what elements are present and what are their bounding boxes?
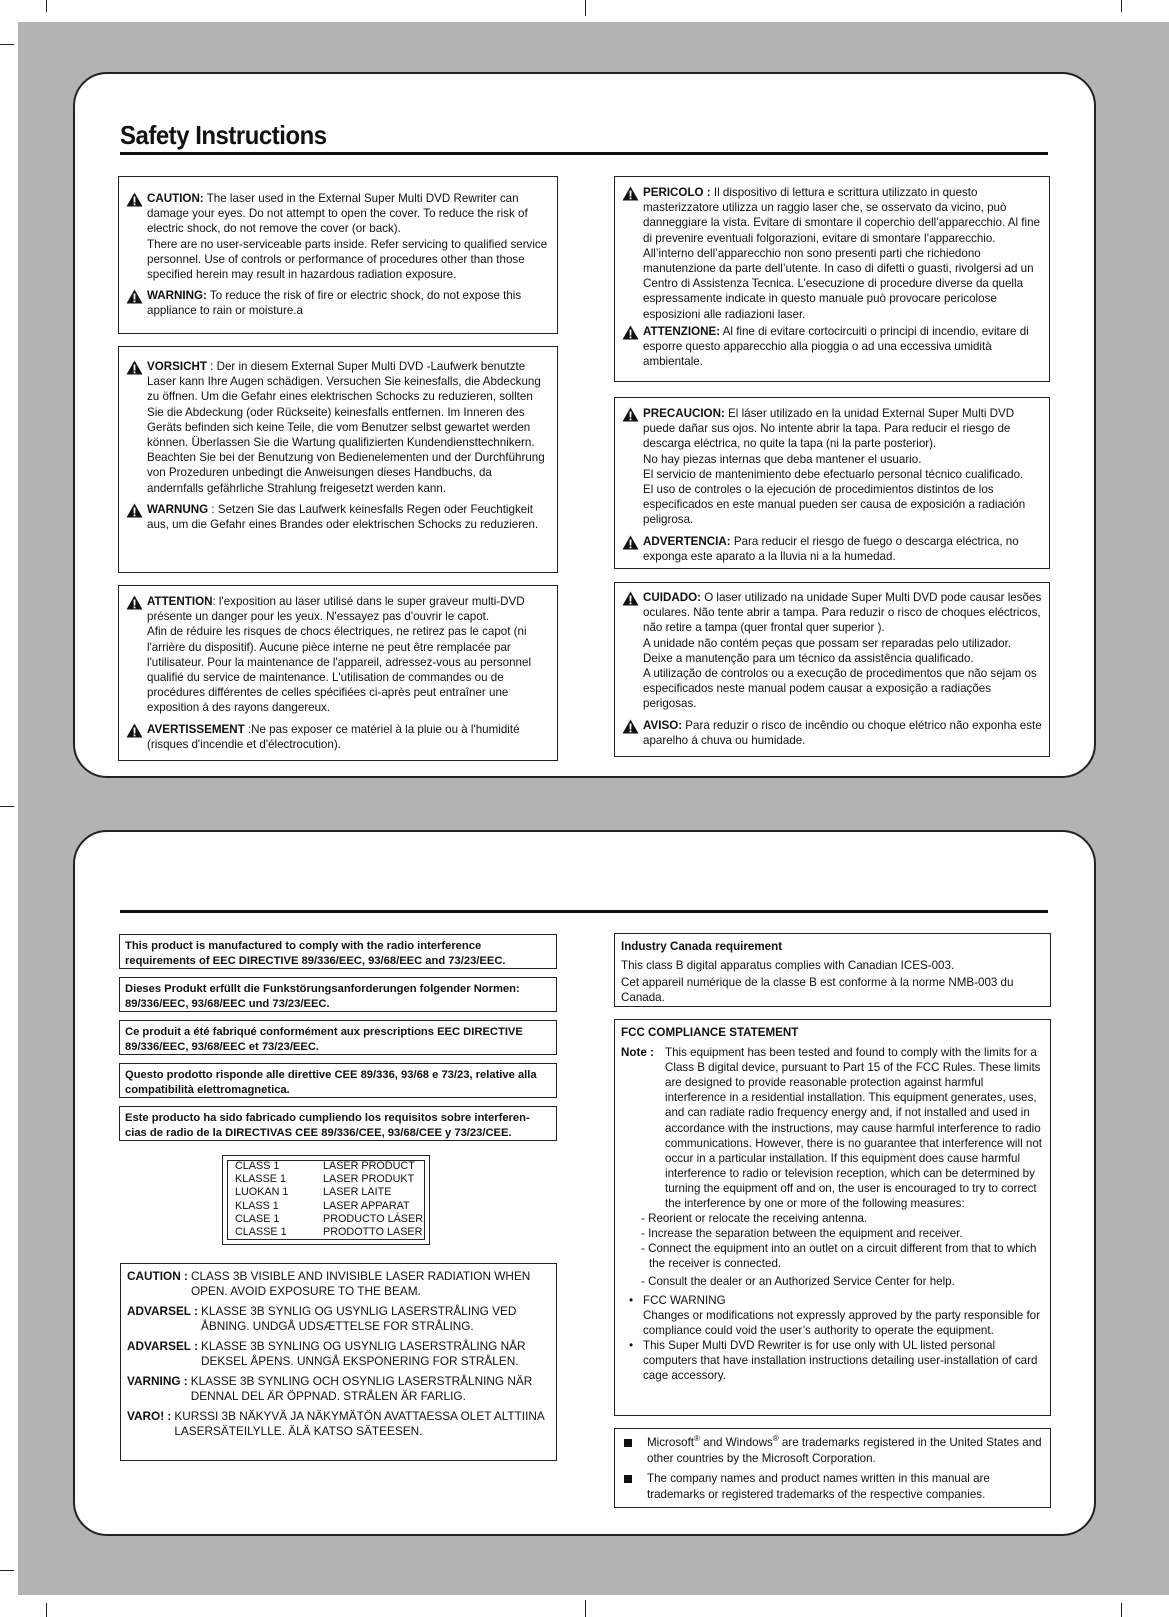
- compliance-rule: [120, 910, 1048, 913]
- fcc-measure-item: - Increase the separation between the equipment and receiver.: [641, 1227, 963, 1241]
- industry-canada-box: [614, 933, 1051, 1007]
- caution-italian: PERICOLO : Il dispositivo di lettura e scrittura utilizzato in questo masterizzatore utilizza un raggio laser che, se osservato da vicino, può danneggiare la vista. Evitare di smontare il coperchio dell’apparecchio. Al fine di prevenire eventuali folgorazioni, evitare di smontare l’apparecchio. All’interno dell’apparecchio non sono presenti parti che richiedono manutenzione da parte dell’utente. In caso di difetti o guasti, rivolgersi ad un Centro di Assistenza Tecnica. L’esecuzione di procedure diverse da quella espressamente indicate in questo manuale può provocare pericolose esposizioni alle radiazioni laser.: [615, 185, 1043, 322]
- warning-triangle-icon: [126, 595, 143, 610]
- class3b-row: ADVARSEL : KLASSE 3B SYNLING OG USYNLIG LASERSTRÅLING NÅR DEKSEL ÅPENS. UNNGÅ EKSPONERING FOR STRÅLEN.: [127, 1339, 526, 1368]
- warning-portuguese: AVISO: Para reduzir o risco de incêndio ou choque elétrico não exponha este aparelho á chuva ou humidade.: [615, 718, 1043, 748]
- warning-french: AVERTISSEMENT :Ne pas exposer ce matériel à la pluie ou à l'humidité (risques d'incendie et d'électrocution).: [119, 722, 551, 752]
- caution-english: CAUTION: The laser used in the External Super Multi DVD Rewriter can damage your eyes. Do not attempt to open the cover. To reduce the risk of electric shock, do not remove the cover (or back). There are no user-serviceable parts inside. Refer servicing to qualified service personnel. Use of controls or performance of procedures other than those specified herein may result in hazardous radiation exposure.: [119, 191, 551, 282]
- fcc-heading: FCC COMPLIANCE STATEMENT: [621, 1026, 799, 1039]
- compliance-eec-italian: Questo prodotto risponde alle direttive CEE 89/336, 93/68 e 73/23, relative alla compatibilità elettromagnetica.: [119, 1063, 557, 1098]
- laser-row: CLASE 1 PRODUCTO LÁSER: [235, 1212, 423, 1225]
- compliance-eec-french: Ce produit a été fabriqué conformément aux prescriptions EEC DIRECTIVE 89/336/EEC, 93/68/EEC et 73/23/EEC.: [119, 1020, 557, 1055]
- safety-box-spanish: [614, 397, 1050, 569]
- warning-triangle-icon: [126, 360, 143, 375]
- trademark-item: The company names and product names written in this manual are trademarks or registered trademarks of the respective companies.: [621, 1471, 1044, 1503]
- warning-triangle-icon: [622, 719, 639, 734]
- trademark-item: Microsoft® and Windows® are trademarks registered in the United States and other countries by the Microsoft Corporation.: [621, 1435, 1044, 1467]
- safety-box-portuguese: [614, 582, 1050, 757]
- title-rule: [120, 152, 1048, 155]
- warning-triangle-icon: [622, 325, 639, 340]
- fcc-measures: [621, 1211, 1044, 1288]
- compliance-eec-spanish: Este producto ha sido fabricado cumpliendo los requisitos sobre interferen-cias de radio de la DIRECTIVAS CEE 89/336/CEE, 93/68/CEE y 73/23/CEE.: [119, 1106, 557, 1141]
- warning-triangle-icon: [622, 186, 639, 201]
- warning-triangle-icon: [622, 407, 639, 422]
- warning-triangle-icon: [126, 723, 143, 738]
- safety-box-french: [118, 585, 558, 761]
- laser-row: KLASS 1 LASER APPARAT: [235, 1199, 410, 1212]
- caution-german: VORSICHT : Der in diesem External Super Multi DVD -Laufwerk benutzte Laser kann Ihre Augen schädigen. Versuchen Sie keinesfalls, die Abdeckung zu öffnen. Um die Gefahr eines elektrischen Schocks zu reduzieren, sollten Sie die Abdeckung (oder Rückseite) keinesfalls entfernen. Im Inneren des Geräts befinden sich keine Teile, die vom Benutzer selbst gewartet werden können. Überlassen Sie die Wartung qualifizierten Kundendiensttechnikern. Beachten Sie bei der Benutzung von Bedienelementen und der Durchführung von Prozeduren unbedingt die Anweisungen dieses Handbuchs, da andernfalls gefährliche Strahlung freigesetzt werden kann.: [119, 359, 551, 496]
- class3b-row: CAUTION : CLASS 3B VISIBLE AND INVISIBLE LASER RADIATION WHEN OPEN. AVOID EXPOSURE TO THE BEAM.: [127, 1269, 531, 1298]
- caution-spanish: PRECAUCION: El láser utilizado en la unidad External Super Multi DVD puede dañar sus ojos. No intente abrir la tapa. Para reducir el riesgo de descarga eléctrica, no quite la tapa (ni la parte posterior). No hay piezas internas que deba mantener el usuario. El servicio de mantenimiento debe efectuarlo personal técnico cualificado. El uso de controles o la ejecución de procedimientos distintos de los especificados en este manual pueden ser causa de exposición a radiación peligrosa.: [615, 406, 1043, 528]
- class3b-row: VARO! : KURSSI 3B NÄKYVÄ JA NÄKYMÄTÖN AVATTAESSA OLET ALTTIINA LASERSÄTEILYLLE. ÄLÄ KATSO SÄTEESEN.: [127, 1409, 545, 1438]
- fcc-measure-item: - Connect the equipment into an outlet on a circuit different from that to which the receiver is connected.: [641, 1242, 1037, 1271]
- safety-box-italian: [614, 176, 1050, 382]
- warning-triangle-icon: [622, 535, 639, 550]
- fcc-warning-item: • FCC WARNING Changes or modifications not expressly approved by the party responsible for compliance could void the user’s authority to operate the equipment.: [629, 1293, 1040, 1337]
- fcc-note: Note : This equipment has been tested and found to comply with the limits for a Class B digital device, pursuant to Part 15 of the FCC Rules. These limits are designed to provide reasonable protection against harmful interference in a residential installation. This equipment generates, uses, and can radiate radio frequency energy and, if not installed and used in accordance with the instructions, may cause harmful interference to radio communications. However, there is no guarantee that interference will not occur in a particular installation. If this equipment does cause harmful interference to radio or television reception, which can be determined by turning the equipment off and on, the user is encouraged to try to correct the interference by one or more of the following measures:: [621, 1046, 1042, 1211]
- fcc-ul-item: • This Super Multi DVD Rewriter is for use only with UL listed personal computers that have installation instructions detailing user-installation of card cage accessory.: [629, 1338, 1038, 1383]
- class3b-caution-box: [120, 1263, 557, 1461]
- warning-spanish: ADVERTENCIA: Para reducir el riesgo de fuego o descarga eléctrica, no exponga este aparato a la lluvia ni a la humedad.: [615, 534, 1043, 564]
- trademarks-box: [614, 1428, 1051, 1508]
- warning-english: WARNING: To reduce the risk of fire or electric shock, do not expose this appliance to rain or moisture.a: [119, 288, 551, 318]
- industry-canada-en: This class B digital apparatus complies with Canadian ICES-003.: [621, 959, 955, 973]
- laser-class-label: [222, 1155, 430, 1245]
- class3b-row: ADVARSEL : KLASSE 3B SYNLIG OG USYNLIG LASERSTRÅLING VED ÅBNING. UNDGÅ UDSÆTTELSE FOR STRÅLING.: [127, 1304, 517, 1333]
- warning-italian: ATTENZIONE: Al fine di evitare cortocircuiti o principi di incendio, evitare di esporre questo apparecchio alla pioggia o ad una eccessiva umidità ambientale.: [615, 324, 1043, 370]
- square-bullet-icon: [621, 1435, 647, 1467]
- fcc-measure-item: - Consult the dealer or an Authorized Service Center for help.: [641, 1274, 955, 1288]
- industry-canada-heading: Industry Canada requirement: [621, 940, 783, 953]
- laser-row: LUOKAN 1 LASER LAITE: [235, 1186, 392, 1199]
- warning-triangle-icon: [622, 591, 639, 606]
- warning-triangle-icon: [126, 503, 143, 518]
- bullet-icon: •: [629, 1338, 634, 1352]
- laser-row: CLASSE 1 PRODOTTO LASER: [235, 1226, 423, 1239]
- laser-row: KLASSE 1 LASER PRODUKT: [235, 1173, 415, 1186]
- safety-box-english: [118, 176, 558, 334]
- laser-row: CLASS 1 LASER PRODUCT: [235, 1160, 415, 1172]
- compliance-eec-german: Dieses Produkt erfüllt die Funkstörungsanforderungen folgender Normen: 89/336/EEC, 93/68/EEC und 73/23/EEC.: [119, 977, 557, 1012]
- square-bullet-icon: [621, 1471, 647, 1503]
- class3b-row: VARNING : KLASSE 3B SYNLING OCH OSYNLIG LASERSTRÅLNING NÄR DENNAL DEL ÄR ÖPPNAD. STRÅLEN ÄR FARLIG.: [127, 1374, 533, 1403]
- caution-portuguese: CUIDADO: O laser utilizado na unidade Super Multi DVD pode causar lesões oculares. Não tente abrir a tampa. Para reduzir o risco de choques eléctricos, não retire a tampa (quer frontal quer superior ). A unidade não contém peças que possam ser reparadas pelo utilizador. Deixe a manutenção para um técnico da assistência qualificado. A utilização de controlos ou a execução de procedimentos que não sejam os especificados neste manual podem causar a exposição a radiações perigosas.: [615, 590, 1043, 712]
- warning-triangle-icon: [126, 289, 143, 304]
- fcc-measure-item: - Reorient or relocate the receiving antenna.: [641, 1212, 868, 1226]
- warning-german: WARNUNG : Setzen Sie das Laufwerk keinesfalls Regen oder Feuchtigkeit aus, um die Gefahr eines Brandes oder elektrischen Schocks zu reduzieren.: [119, 502, 551, 532]
- fcc-compliance-box: [614, 1019, 1051, 1416]
- warning-triangle-icon: [126, 192, 143, 207]
- caution-french: ATTENTION: l'exposition au laser utilisé dans le super graveur multi-DVD présente un danger pour les yeux. N'essayez pas d'ouvrir le capot. Afin de réduire les risques de chocs électriques, ne retirez pas le capot (ni l'arrière du dispositif). Aucune pièce interne ne peut être remplacée par l'utilisateur. Pour la maintenance de l'appareil, adressez-vous au personnel qualifié du service de maintenance. L'utilisation de commandes ou de procédures différentes de celles spécifiées ci-après peut entraîner une exposition à des rayons dangereux.: [119, 594, 551, 716]
- bullet-icon: •: [629, 1293, 634, 1307]
- industry-canada-fr: Cet appareil numérique de la classe B est conforme à la norme NMB-003 du Canada.: [621, 976, 1014, 1005]
- page-title: Safety Instructions: [120, 120, 327, 150]
- safety-box-german: [118, 346, 558, 573]
- compliance-eec-english: This product is manufactured to comply with the radio interference requirements of EEC DIRECTIVE 89/336/EEC, 93/68/EEC and 73/23/EEC.: [119, 934, 557, 969]
